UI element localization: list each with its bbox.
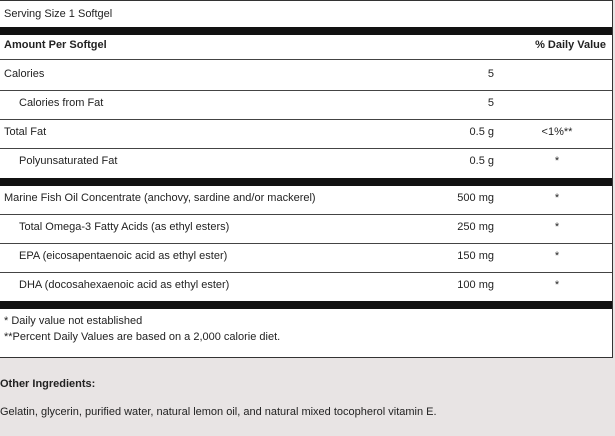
nutrient-dv: * <box>554 221 560 233</box>
nutrient-amount: 0.5 g <box>469 126 494 138</box>
nutrient-dv: <1%** <box>541 126 573 138</box>
nutrient-label: Total Fat <box>4 126 47 138</box>
table-row <box>0 242 612 270</box>
divider-thick <box>0 301 612 309</box>
nutrient-dv: * <box>554 279 560 291</box>
footnote: * Daily value not established <box>4 315 143 327</box>
amount-header: Amount Per Softgel <box>4 39 107 51</box>
nutrient-label: Calories <box>4 68 45 80</box>
footnote: **Percent Daily Values are based on a 2,000 calorie diet. <box>4 331 281 343</box>
nutrient-amount: 500 mg <box>457 192 494 204</box>
nutrient-amount: 150 mg <box>457 250 494 262</box>
nutrient-dv: * <box>554 155 560 167</box>
nutrient-label: Total Omega-3 Fatty Acids (as ethyl esters) <box>19 221 230 233</box>
nutrient-label: EPA (eicosapentaenoic acid as ethyl ester) <box>19 250 228 262</box>
daily-value-header: % Daily Value <box>535 39 606 51</box>
nutrient-amount: 5 <box>487 68 494 80</box>
header-row <box>0 31 612 59</box>
nutrient-label: Polyunsaturated Fat <box>19 155 118 167</box>
nutrient-label: Calories from Fat <box>19 97 104 109</box>
other-ingredients-text: Gelatin, glycerin, purified water, natural lemon oil, and natural mixed tocopherol vitamin E. <box>0 406 437 418</box>
nutrient-amount: 250 mg <box>457 221 494 233</box>
table-row <box>0 184 612 212</box>
table-row <box>0 60 612 88</box>
serving-size-text: Serving Size 1 Softgel <box>4 8 113 20</box>
nutrient-amount: 0.5 g <box>469 155 494 167</box>
nutrient-dv: * <box>554 250 560 262</box>
nutrient-label: DHA (docosahexaenoic acid as ethyl ester) <box>19 279 230 291</box>
nutrient-label: Marine Fish Oil Concentrate (anchovy, sardine and/or mackerel) <box>4 192 316 204</box>
table-row <box>0 213 612 241</box>
table-row <box>0 89 612 117</box>
serving-size <box>0 1 612 27</box>
table-row <box>0 271 612 299</box>
table-row <box>0 118 612 146</box>
table-row <box>0 147 612 175</box>
nutrient-dv: * <box>554 192 560 204</box>
other-ingredients-heading: Other Ingredients: <box>0 378 96 390</box>
nutrient-amount: 100 mg <box>457 279 494 291</box>
nutrient-amount: 5 <box>487 97 494 109</box>
